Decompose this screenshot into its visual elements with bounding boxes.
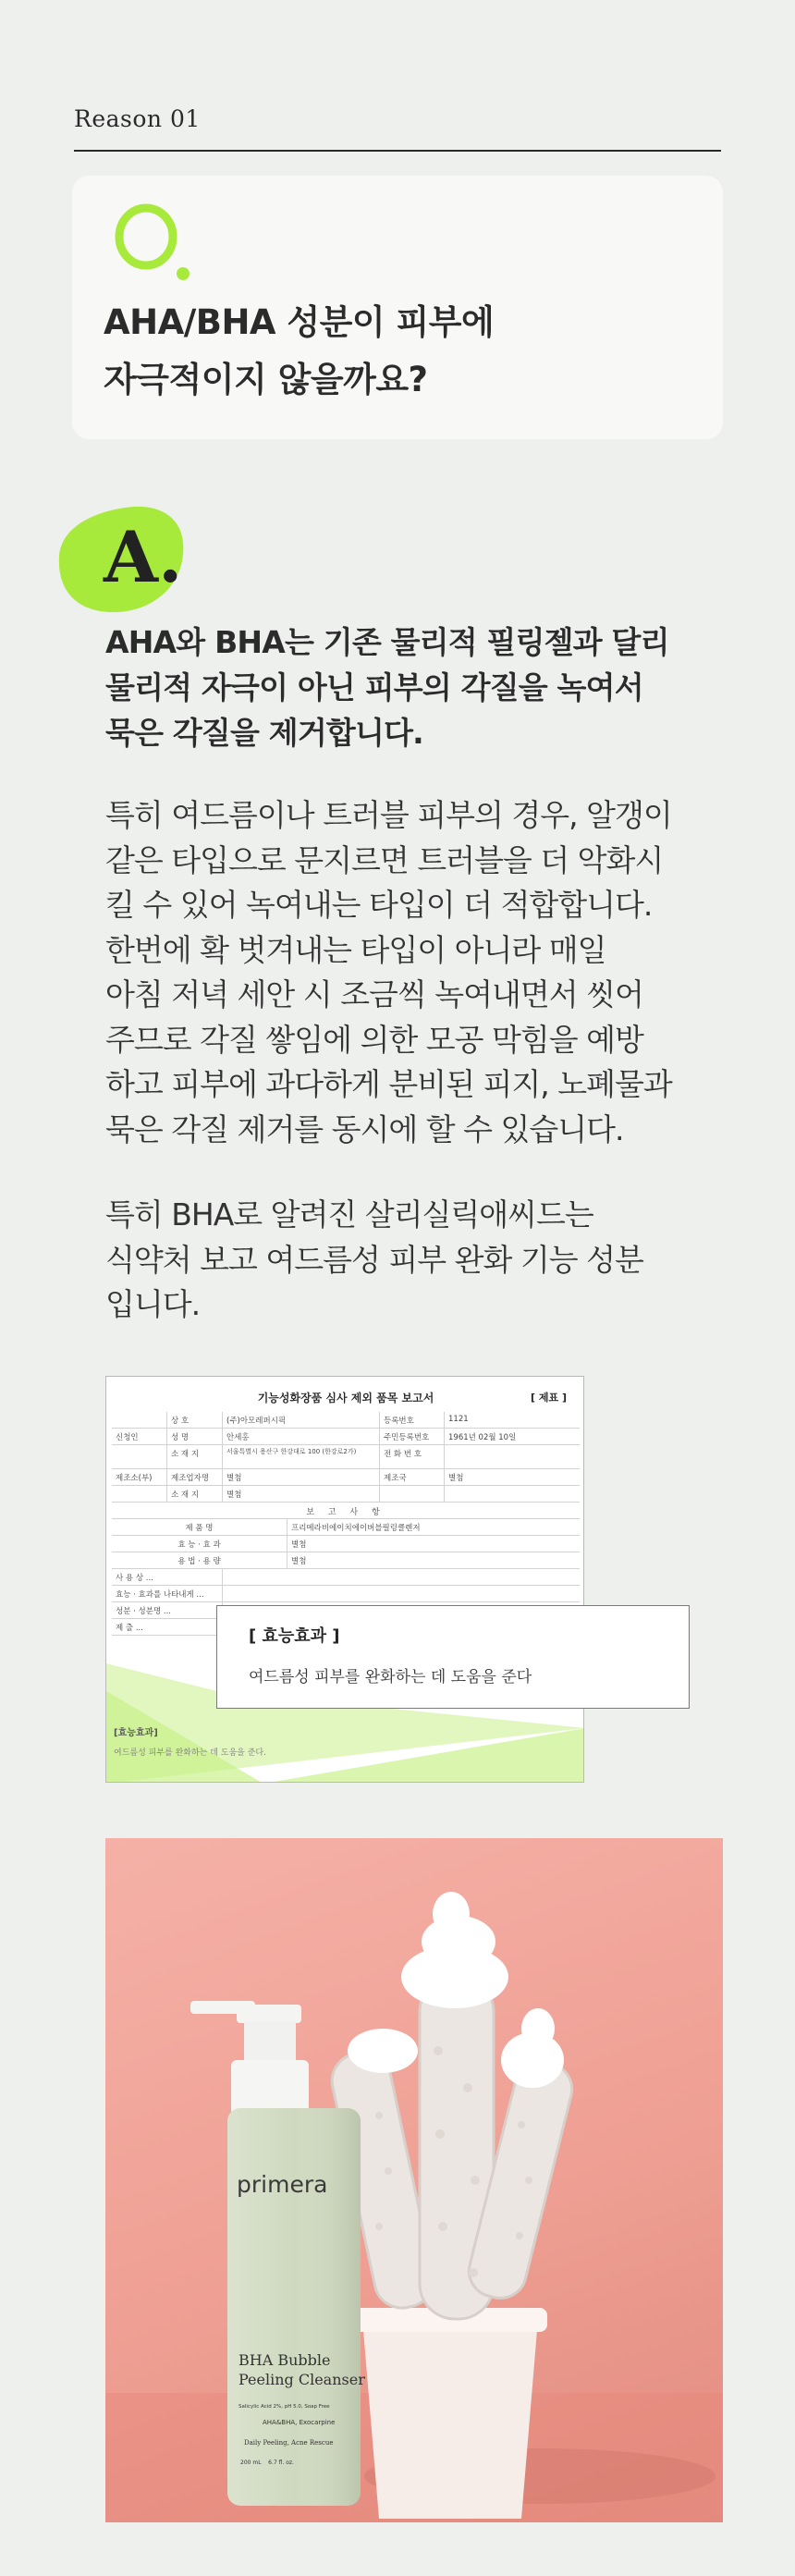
report-row bbox=[112, 1536, 580, 1552]
report-title: 기능성화장품 심사 제외 품목 보고서 bbox=[257, 1392, 434, 1405]
answer-mark: A. bbox=[104, 516, 183, 598]
report-cell bbox=[112, 1486, 167, 1502]
efficacy-callout bbox=[216, 1605, 690, 1709]
report-cell: 신청인 bbox=[112, 1429, 167, 1444]
report-cell: 사 용 상 ... bbox=[112, 1569, 223, 1585]
report-cell: 서울특별시 용산구 한강대로 100 (한강로2가) bbox=[223, 1445, 380, 1468]
report-row bbox=[112, 1429, 580, 1445]
report-row bbox=[112, 1412, 580, 1429]
answer-lead: AHA와 BHA는 기존 물리적 필링젤과 달리 물리적 자극이 아닌 피부의 각질을 녹여서 묵은 각질을 제거합니다. bbox=[105, 624, 669, 751]
product-photo bbox=[105, 1838, 723, 2522]
report-footer-text: 여드름성 피부를 완화하는 데 도움을 준다. bbox=[114, 1748, 266, 1758]
report-cell bbox=[223, 1569, 580, 1585]
report-cell: 성 명 bbox=[167, 1429, 223, 1444]
callout-title: [ 효능효과 ] bbox=[249, 1626, 340, 1646]
report-cell: 전 화 번 호 bbox=[380, 1445, 445, 1468]
bottle-small-text-2: AHA&BHA, Exocarpine bbox=[263, 2419, 336, 2426]
report-cell: 효 능 · 효 과 bbox=[112, 1536, 287, 1552]
report-cell: 효능 · 효과를 나타내게 ... bbox=[112, 1586, 223, 1601]
report-cell: 제조업자명 bbox=[167, 1469, 223, 1485]
report-footer-label: [효능효과] bbox=[114, 1728, 158, 1738]
report-cell: 성분 · 성분명 ... bbox=[112, 1602, 223, 1618]
report-document bbox=[105, 1376, 584, 1783]
report-row bbox=[112, 1552, 580, 1569]
report-cell: 주민등록번호 bbox=[380, 1429, 445, 1444]
report-cell: 별첨 bbox=[291, 1557, 307, 1566]
section-label: Reason 01 bbox=[74, 105, 201, 132]
callout-text: 여드름성 피부를 완화하는 데 도움을 준다 bbox=[249, 1668, 532, 1687]
question-text: AHA/BHA 성분이 피부에 자극적이지 않을까요? bbox=[104, 302, 495, 399]
bottle-small-text-1: Salicylic Acid 2%, pH 5.0, Soap Free bbox=[238, 2404, 330, 2410]
report-cell: 별첨 bbox=[223, 1486, 380, 1502]
report-cell: 프리메라비에이치에이버블필링클렌저 bbox=[291, 1524, 421, 1533]
report-cell bbox=[445, 1486, 580, 1502]
report-cell: 등록번호 bbox=[380, 1412, 445, 1428]
report-cell: 별첨 bbox=[223, 1469, 380, 1485]
question-card bbox=[72, 176, 723, 439]
answer-paragraph-1: 특히 여드름이나 트러블 피부의 경우, 알갱이 같은 타입으로 문지르면 트러블을 더 악화시 킬 수 있어 녹여내는 타입이 더 적합합니다. 한번에 확 벗겨내는 타입이 아니라 매일 아침 저녁 세안 시 조금씩 녹여내면서 씻어 주므로 각질 쌓임에 의한 모공 막힘을 예방 하고 피부에 과다하게 분비된 피지, 노폐물과 묵은 각질 제거를 동시에 할 수 있습니다. bbox=[105, 797, 672, 1147]
report-cell: 별첨 bbox=[291, 1540, 307, 1550]
report-stamp: [ 제표 ] bbox=[531, 1392, 567, 1404]
report-cell: 제 품 명 bbox=[112, 1519, 287, 1535]
report-cell: 1961년 02월 10일 bbox=[448, 1433, 517, 1442]
report-row bbox=[112, 1486, 580, 1503]
report-cell: (주)아모레퍼시픽 bbox=[223, 1412, 380, 1428]
report-cell: 안세홍 bbox=[223, 1429, 380, 1444]
answer-paragraph-2: 특히 BHA로 알려진 살리실릭애씨드는 식약처 보고 여드름성 피부 완화 기능 성분 입니다. bbox=[105, 1196, 643, 1322]
report-row bbox=[112, 1519, 580, 1536]
report-cell: 상 호 bbox=[167, 1412, 223, 1428]
report-cell: 1121 bbox=[448, 1415, 469, 1424]
report-cell bbox=[445, 1445, 580, 1468]
report-cell: 소 재 지 bbox=[167, 1486, 223, 1502]
report-cell: 제조소(부) bbox=[112, 1469, 167, 1485]
product-illustration bbox=[105, 1838, 723, 2522]
report-row bbox=[112, 1445, 580, 1469]
report-cell: 제 출 ... bbox=[112, 1619, 223, 1635]
bottle-name-line2: Peeling Cleanser bbox=[238, 2371, 365, 2388]
report-cell: 용 법 · 용 량 bbox=[112, 1552, 287, 1568]
report-cell bbox=[112, 1412, 167, 1428]
section-divider bbox=[74, 150, 721, 152]
bottle-brand: primera bbox=[237, 2171, 328, 2198]
bottle-small-text-3: Daily Peeling, Acne Rescue bbox=[244, 2439, 334, 2447]
report-cell: 별첨 bbox=[448, 1474, 464, 1483]
report-cell bbox=[380, 1486, 445, 1502]
bottle-volume: 200 mL 6.7 fl. oz. bbox=[240, 2459, 294, 2466]
report-section-header: 보 고 사 항 bbox=[112, 1503, 580, 1519]
report-cell bbox=[112, 1445, 167, 1468]
report-row bbox=[112, 1469, 580, 1486]
bottle-name-line1: BHA Bubble bbox=[238, 2351, 331, 2369]
report-cell: 소 재 지 bbox=[167, 1445, 223, 1468]
report-cell: 제조국 bbox=[380, 1469, 445, 1485]
question-mark-icon bbox=[109, 200, 194, 285]
report-row bbox=[112, 1569, 580, 1586]
